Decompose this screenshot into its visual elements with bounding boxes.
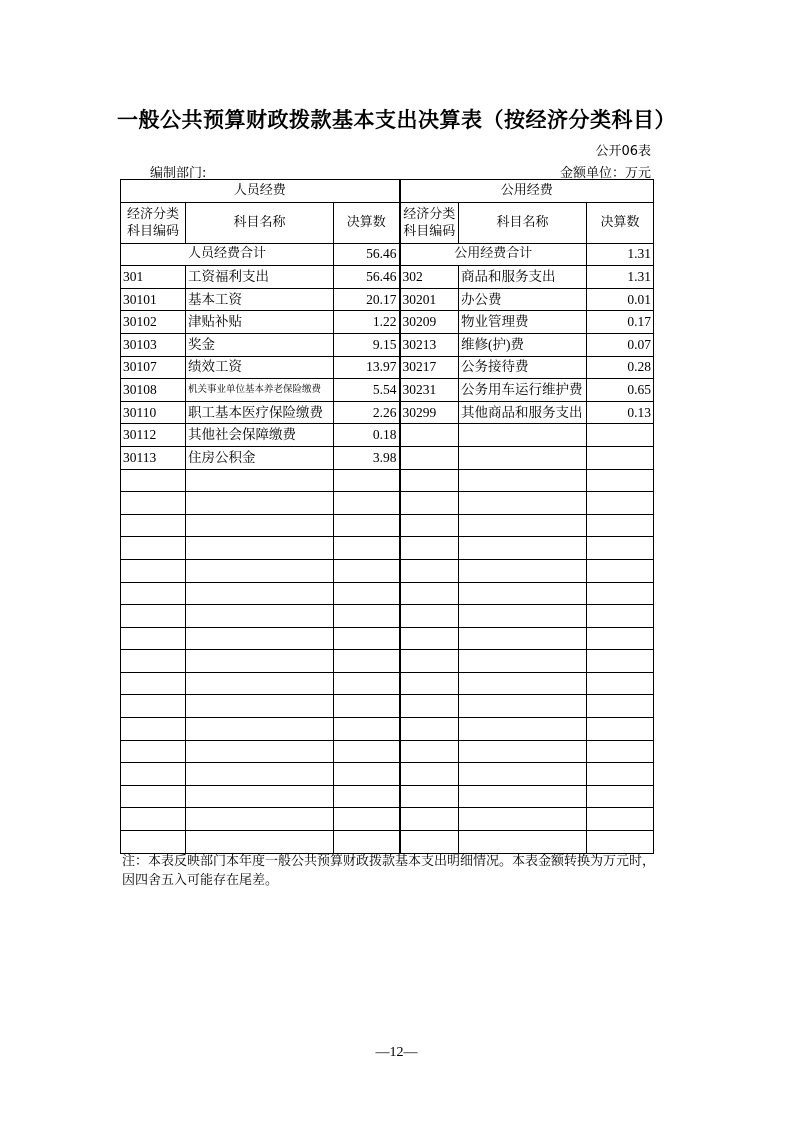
empty-cell <box>334 718 400 741</box>
empty-row <box>121 740 654 763</box>
personnel-code-cell: 30112 <box>121 424 186 447</box>
empty-cell <box>587 808 654 831</box>
empty-cell <box>587 537 654 560</box>
public-amount-cell <box>587 424 654 447</box>
empty-cell <box>186 740 334 763</box>
personnel-name-cell: 机关事业单位基本养老保险缴费 <box>186 379 334 402</box>
empty-cell <box>400 582 459 605</box>
empty-cell <box>334 808 400 831</box>
form-number: 公开06表 <box>595 144 651 159</box>
personnel-total-label: 人员经费合计 <box>121 243 334 266</box>
empty-cell <box>587 559 654 582</box>
empty-cell <box>587 695 654 718</box>
page-title: 一般公共预算财政拨款基本支出决算表（按经济分类科目） <box>117 108 676 132</box>
empty-cell <box>186 763 334 786</box>
empty-cell <box>186 718 334 741</box>
empty-cell <box>587 650 654 673</box>
department-label: 编制部门: <box>150 166 207 181</box>
empty-cell <box>587 492 654 515</box>
empty-cell <box>400 627 459 650</box>
page-number: —12— <box>375 1045 418 1060</box>
public-code-cell <box>400 424 459 447</box>
empty-cell <box>334 514 400 537</box>
empty-cell <box>186 627 334 650</box>
personnel-name-cell: 住房公积金 <box>186 446 334 469</box>
empty-cell <box>334 492 400 515</box>
table-row <box>121 266 654 289</box>
public-amount-cell: 0.28 <box>587 356 654 379</box>
empty-cell <box>400 605 459 628</box>
empty-cell <box>186 582 334 605</box>
public-amount-cell: 1.31 <box>587 266 654 289</box>
personnel-code-cell: 30107 <box>121 356 186 379</box>
public-amount-cell <box>587 446 654 469</box>
empty-cell <box>587 763 654 786</box>
personnel-amount-cell: 56.46 <box>334 266 400 289</box>
personnel-name-cell: 绩效工资 <box>186 356 334 379</box>
empty-row <box>121 672 654 695</box>
empty-cell <box>459 695 587 718</box>
empty-cell <box>186 559 334 582</box>
empty-cell <box>400 831 459 854</box>
empty-cell <box>186 785 334 808</box>
public-code-cell: 30299 <box>400 401 459 424</box>
empty-cell <box>334 582 400 605</box>
empty-cell <box>121 695 186 718</box>
empty-cell <box>121 469 186 492</box>
empty-cell <box>400 718 459 741</box>
empty-cell <box>400 785 459 808</box>
personnel-code-cell: 30113 <box>121 446 186 469</box>
empty-cell <box>334 740 400 763</box>
table-row <box>121 311 654 334</box>
empty-cell <box>459 559 587 582</box>
empty-cell <box>459 740 587 763</box>
empty-cell <box>459 831 587 854</box>
empty-cell <box>459 763 587 786</box>
public-total-value: 1.31 <box>587 243 654 266</box>
empty-cell <box>587 469 654 492</box>
public-code-cell: 30201 <box>400 288 459 311</box>
personnel-code-cell: 30108 <box>121 379 186 402</box>
empty-row <box>121 469 654 492</box>
empty-cell <box>186 492 334 515</box>
code-header: 经济分类科目编码 <box>400 202 459 243</box>
expenditure-table <box>120 179 654 854</box>
empty-row <box>121 537 654 560</box>
empty-cell <box>459 627 587 650</box>
empty-cell <box>121 831 186 854</box>
empty-cell <box>400 469 459 492</box>
empty-cell <box>459 514 587 537</box>
empty-cell <box>121 605 186 628</box>
public-name-cell: 其他商品和服务支出 <box>459 401 587 424</box>
empty-cell <box>121 785 186 808</box>
empty-cell <box>587 672 654 695</box>
table-row <box>121 446 654 469</box>
empty-cell <box>334 469 400 492</box>
empty-cell <box>334 763 400 786</box>
empty-cell <box>459 605 587 628</box>
personnel-total-value: 56.46 <box>334 243 400 266</box>
public-amount-cell: 0.17 <box>587 311 654 334</box>
empty-row <box>121 763 654 786</box>
empty-cell <box>121 672 186 695</box>
public-amount-cell: 0.13 <box>587 401 654 424</box>
empty-cell <box>459 469 587 492</box>
empty-row <box>121 627 654 650</box>
empty-cell <box>459 672 587 695</box>
empty-cell <box>587 582 654 605</box>
empty-cell <box>121 537 186 560</box>
empty-cell <box>186 695 334 718</box>
empty-cell <box>400 514 459 537</box>
personnel-name-cell: 基本工资 <box>186 288 334 311</box>
empty-cell <box>459 537 587 560</box>
empty-cell <box>400 808 459 831</box>
empty-cell <box>186 537 334 560</box>
empty-cell <box>186 831 334 854</box>
public-code-cell: 30231 <box>400 379 459 402</box>
empty-row <box>121 514 654 537</box>
empty-cell <box>400 650 459 673</box>
empty-row <box>121 492 654 515</box>
empty-cell <box>587 627 654 650</box>
empty-cell <box>400 672 459 695</box>
public-code-cell: 30209 <box>400 311 459 334</box>
empty-cell <box>400 695 459 718</box>
public-amount-cell: 0.01 <box>587 288 654 311</box>
empty-cell <box>400 559 459 582</box>
empty-cell <box>186 514 334 537</box>
public-name-cell: 维修(护)费 <box>459 333 587 356</box>
empty-cell <box>400 763 459 786</box>
public-name-cell: 商品和服务支出 <box>459 266 587 289</box>
public-name-cell <box>459 446 587 469</box>
public-code-cell: 30213 <box>400 333 459 356</box>
empty-cell <box>186 808 334 831</box>
table-row <box>121 401 654 424</box>
public-name-cell: 公务接待费 <box>459 356 587 379</box>
personnel-name-cell: 工资福利支出 <box>186 266 334 289</box>
public-total-label: 公用经费合计 <box>400 243 587 266</box>
empty-row <box>121 695 654 718</box>
public-code-cell: 302 <box>400 266 459 289</box>
empty-cell <box>121 808 186 831</box>
name-header: 科目名称 <box>459 202 587 243</box>
empty-cell <box>400 740 459 763</box>
empty-cell <box>121 559 186 582</box>
empty-cell <box>121 627 186 650</box>
public-amount-cell: 0.65 <box>587 379 654 402</box>
unit-label: 金额单位：万元 <box>559 166 651 181</box>
empty-cell <box>121 514 186 537</box>
empty-cell <box>587 605 654 628</box>
empty-cell <box>186 650 334 673</box>
amount-header: 决算数 <box>587 202 654 243</box>
table-row <box>121 356 654 379</box>
totals-row <box>121 243 654 266</box>
public-code-cell <box>400 446 459 469</box>
empty-cell <box>186 605 334 628</box>
empty-row <box>121 559 654 582</box>
empty-cell <box>121 718 186 741</box>
column-header-row <box>121 202 654 243</box>
personnel-code-cell: 30103 <box>121 333 186 356</box>
personnel-amount-cell: 3.98 <box>334 446 400 469</box>
empty-cell <box>334 650 400 673</box>
code-header: 经济分类科目编码 <box>121 202 186 243</box>
table-row <box>121 333 654 356</box>
empty-row <box>121 650 654 673</box>
personnel-name-cell: 职工基本医疗保险缴费 <box>186 401 334 424</box>
personnel-code-cell: 30110 <box>121 401 186 424</box>
table-note: 注：本表反映部门本年度一般公共预算财政拨款基本支出明细情况。本表金额转换为万元时，因四舍五入可能存在尾差。 <box>122 853 656 887</box>
empty-row <box>121 718 654 741</box>
personnel-name-cell: 其他社会保障缴费 <box>186 424 334 447</box>
empty-cell <box>587 718 654 741</box>
personnel-amount-cell: 0.18 <box>334 424 400 447</box>
table-row <box>121 424 654 447</box>
empty-cell <box>121 492 186 515</box>
personnel-name-cell: 奖金 <box>186 333 334 356</box>
empty-cell <box>186 469 334 492</box>
public-name-cell: 物业管理费 <box>459 311 587 334</box>
public-group-header: 公用经费 <box>400 180 654 203</box>
personnel-amount-cell: 2.26 <box>334 401 400 424</box>
empty-cell <box>334 695 400 718</box>
personnel-amount-cell: 1.22 <box>334 311 400 334</box>
empty-cell <box>459 582 587 605</box>
personnel-amount-cell: 13.97 <box>334 356 400 379</box>
personnel-code-cell: 30102 <box>121 311 186 334</box>
table-row <box>121 379 654 402</box>
personnel-name-cell: 津贴补贴 <box>186 311 334 334</box>
empty-cell <box>459 492 587 515</box>
empty-row <box>121 605 654 628</box>
empty-cell <box>400 492 459 515</box>
public-code-cell: 30217 <box>400 356 459 379</box>
empty-cell <box>587 831 654 854</box>
personnel-code-cell: 30101 <box>121 288 186 311</box>
empty-cell <box>587 740 654 763</box>
amount-header: 决算数 <box>334 202 400 243</box>
personnel-amount-cell: 9.15 <box>334 333 400 356</box>
empty-cell <box>334 785 400 808</box>
personnel-group-header: 人员经费 <box>121 180 400 203</box>
empty-row <box>121 808 654 831</box>
public-name-cell: 公务用车运行维护费 <box>459 379 587 402</box>
public-name-cell: 办公费 <box>459 288 587 311</box>
empty-cell <box>334 537 400 560</box>
empty-cell <box>334 605 400 628</box>
group-header-row <box>121 180 654 203</box>
empty-cell <box>459 650 587 673</box>
empty-cell <box>459 718 587 741</box>
empty-cell <box>121 763 186 786</box>
empty-row <box>121 831 654 854</box>
empty-cell <box>400 537 459 560</box>
empty-row <box>121 785 654 808</box>
empty-cell <box>334 831 400 854</box>
public-amount-cell: 0.07 <box>587 333 654 356</box>
empty-cell <box>121 582 186 605</box>
personnel-code-cell: 301 <box>121 266 186 289</box>
empty-cell <box>334 672 400 695</box>
empty-cell <box>587 514 654 537</box>
empty-cell <box>459 808 587 831</box>
personnel-amount-cell: 20.17 <box>334 288 400 311</box>
empty-cell <box>334 627 400 650</box>
empty-cell <box>587 785 654 808</box>
table-row <box>121 288 654 311</box>
empty-cell <box>121 740 186 763</box>
empty-cell <box>186 672 334 695</box>
empty-cell <box>334 559 400 582</box>
empty-cell <box>459 785 587 808</box>
name-header: 科目名称 <box>186 202 334 243</box>
empty-cell <box>121 650 186 673</box>
personnel-amount-cell: 5.54 <box>334 379 400 402</box>
empty-row <box>121 582 654 605</box>
public-name-cell <box>459 424 587 447</box>
